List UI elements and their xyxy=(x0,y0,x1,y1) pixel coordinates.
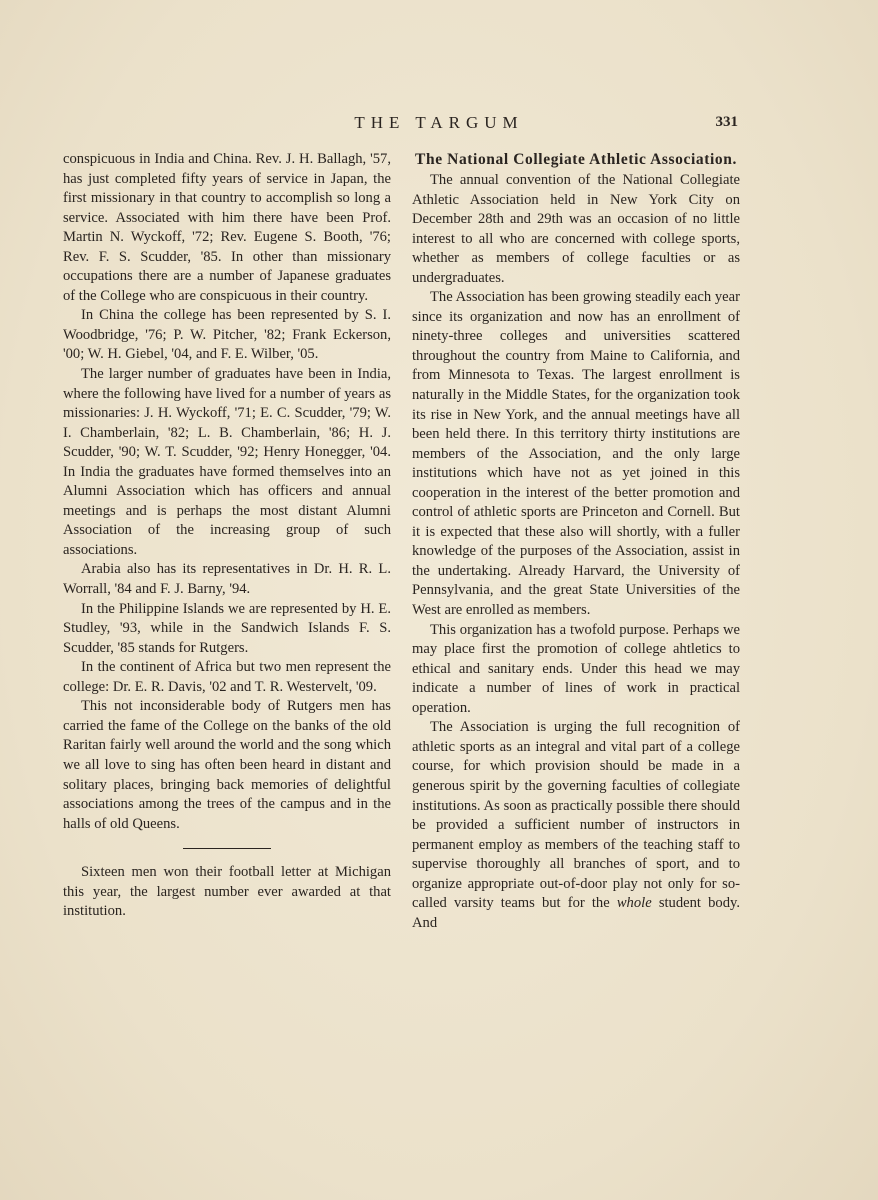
paragraph-tail: student body. And xyxy=(412,895,740,931)
section-divider xyxy=(183,848,271,849)
paragraph: In the Philippine Islands we are represented by H. E. Studley, '93, while in the Sandwich Islands F. S. Scudder, '85 stands for Rutgers. xyxy=(63,600,391,656)
left-column xyxy=(63,150,391,922)
running-header-title: THE TARGUM xyxy=(354,113,524,132)
paragraph: This not inconsiderable body of Rutgers men has carried the fame of the College on the banks of the old Raritan fairly well around the world and the song which we all love to sing has often been heard in distant and solitary places, bringing back memories of delightful associations among the trees of the campus and in the halls of old Queens. xyxy=(63,698,391,832)
paragraph: The annual convention of the National Collegiate Athletic Association held in New York City on December 28th and 29th was an occasion of no little interest to all who are concerned with college sports, whether as members of college faculties or as undergraduates. xyxy=(412,172,740,286)
article-title: The National Collegiate Athletic Association. xyxy=(415,151,737,168)
news-note: Sixteen men won their football letter at Michigan this year, the largest number ever awarded at that institution. xyxy=(63,864,391,920)
page-number: 331 xyxy=(715,114,738,130)
paragraph: The Association has been growing steadily each year since its organization and now has an enrollment of ninety-three colleges and universities scattered throughout the country from Maine to California, and from Minnesota to Texas. The largest enrollment is naturally in the Middle States, for the organization took its rise in New York, and the annual meetings have all been held there. In this territory thirty institutions are members of the Association, and the only large institutions which have not as yet joined in this cooperation in the interest of the better promotion and control of athletic sports are Princeton and Cornell. But it is expected that these also will shortly, with a fuller knowledge of the purposes of the Association, assist in the undertaking. Already Harvard, the University of Pennsylvania, and the great State Universities of the West are enrolled as members. xyxy=(412,289,740,619)
paragraph: The larger number of graduates have been in India, where the following have lived for a number of years as missionaries: J. H. Wyckoff, '71; E. C. Scudder, '79; W. I. Chamberlain, '82; L. B. Chamberlain, '86; H. J. Scudder, '90; W. T. Scudder, '92; Henry Honegger, '04. In India the graduates have formed themselves into an Alumni Association which has officers and annual meetings and is perhaps the most distant Alumni Association of the increasing group of such associations. xyxy=(63,366,391,558)
emphasized-word: whole xyxy=(616,895,652,912)
paragraph: In China the college has been represented by S. I. Woodbridge, '76; P. W. Pitcher, '82; Frank Eckerson, '00; W. H. Giebel, '04, and F. E. Wilber, '05. xyxy=(63,307,391,363)
paragraph-last xyxy=(412,718,740,933)
paragraph: conspicuous in India and China. Rev. J. H. Ballagh, '57, has just completed fifty years of service in Japan, the first missionary in that country to accomplish so long a service. Associated with him there have been Prof. Martin N. Wyckoff, '72; Rev. Eugene S. Booth, '76; Rev. F. S. Scudder, '85. In other than missionary occupations there are a number of Japanese graduates of the College who are conspicuous in their country. xyxy=(63,151,391,304)
right-column xyxy=(412,150,740,933)
paragraph: In the continent of Africa but two men represent the college: Dr. E. R. Davis, '02 and T. R. Westervelt, '09. xyxy=(63,659,391,695)
paragraph: This organization has a twofold purpose. Perhaps we may place first the promotion of college ahtletics to ethical and sanitary ends. Under this head we may indicate a number of lines of work in practical operation. xyxy=(412,621,740,716)
paragraph: Arabia also has its representatives in Dr. H. R. L. Worrall, '84 and F. J. Barny, '94. xyxy=(63,561,391,598)
paragraph-text: The Association is urging the full recognition of athletic sports as an integral and vital part of a college course, for which provision should be made in a generous spirit by the governing faculties of collegiate institutions. As soon as practically possible there should be provided a sufficient number of instructors in permanent employ as members of the teaching staff to supervise thoroughly all branches of sport, and to organize appropriate out-of-door play not only for so-called varsity teams but for the xyxy=(412,719,740,912)
